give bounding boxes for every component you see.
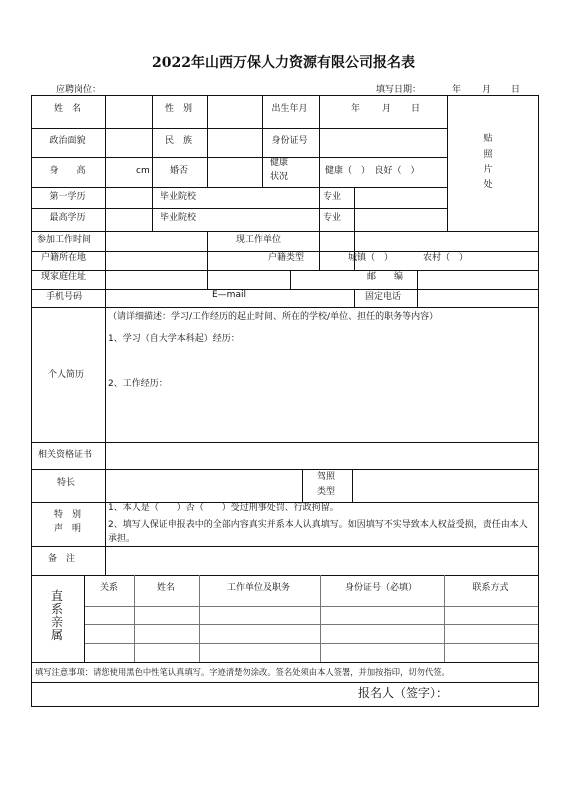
gender-label: 性 别 [164,104,192,114]
date-month: 月 [482,85,492,95]
id-card-label: 身份证号 [271,136,308,146]
grid-line [32,682,538,683]
grid-line [32,307,538,308]
work-start-label: 参加工作时间 [37,235,92,245]
family-header-name: 姓名 [156,583,175,593]
grid-line [354,187,355,231]
grid-line [32,575,538,576]
name-label: 姓 名 [53,104,81,114]
grid-line [84,606,538,607]
grid-line [32,187,447,188]
license-label-1: 驾照 [316,472,335,482]
resume-work: 2、工作经历： [108,379,168,389]
declare-label-1: 特 别 [53,510,81,520]
health-label-1: 健康 [269,158,288,168]
declare-label-2: 声 明 [53,524,81,534]
family-char-2: 系 [50,602,63,616]
photo-char-2: 照 [483,150,493,160]
height-label: 身 高 [49,166,86,176]
family-char-3: 亲 [50,615,63,629]
grid-line [32,546,538,547]
mobile-label: 手机号码 [46,292,83,302]
notice-text: 填写注意事项：请您使用黑色中性笔认真填写。字迹清楚勿涂改。签名处须由本人签署，并加按指印，切勿代签。 [35,667,450,677]
date-label: 填写日期： [376,85,422,95]
hukou-type-label: 户籍类型 [268,253,305,263]
resume-hint: （请详细描述：学习/工作经历的起止时间、所在的学校/单位、担任的职务等内容） [108,312,439,322]
grid-line [32,251,538,252]
grid-line [32,157,447,158]
grid-line [32,128,447,129]
grid-line [32,469,538,470]
hukou-rural: 农村（ ） [423,253,469,263]
specialty-label: 特长 [57,478,76,488]
resume-study: 1、学习（自大学本科起）经历： [108,334,240,344]
grid-line [32,231,538,232]
grid-line [105,307,106,575]
declare-text-2: 2、填写人保证申报表中的全部内容真实并系本人认真填写。如因填写不实导致本人权益受损，责任由本人承担。 [108,520,528,544]
date-day: 日 [511,85,521,95]
grid-line [319,96,320,231]
grid-line [105,96,106,307]
school-1-label: 毕业院校 [160,192,197,202]
birth-month: 月 [382,104,392,114]
major-1-label: 专业 [323,192,342,202]
form-title: 2022年山西万保人力资源有限公司报名表 [152,55,415,71]
grid-line [207,231,208,289]
photo-char-4: 处 [483,180,493,190]
grid-line [290,270,291,289]
date-year: 年 [452,85,462,95]
declare-text-1: 1、本人是（ ）否（ ）受过刑事处罚、行政拘留。 [108,503,339,513]
current-unit-label: 现工作单位 [236,235,282,245]
signature-label: 报名人（签字）： [358,686,449,700]
postcode-label: 邮 编 [367,272,404,282]
photo-char-1: 贴 [483,134,493,144]
remarks-label: 备 注 [48,554,76,564]
grid-line [32,662,538,663]
grid-line [354,289,355,307]
grid-line [319,231,320,270]
health-options: 健康（ ） 良好（ ） [325,166,420,176]
email-label: E—mail [212,290,246,300]
major-2-label: 专业 [323,213,342,223]
ethnicity-label: 民 族 [164,136,192,146]
grid-line [152,96,153,231]
grid-line [207,96,208,187]
resume-label: 个人简历 [48,370,85,380]
grid-line [352,469,353,502]
certificates-label: 相关资格证书 [38,450,93,460]
school-2-label: 毕业院校 [160,213,197,223]
family-header-unit: 工作单位及职务 [226,583,290,593]
family-header-contact: 联系方式 [472,583,509,593]
hukou-urban: 城镇（ ） [348,253,394,263]
height-unit: cm [136,166,150,176]
registration-form-table [31,95,539,707]
license-label-2: 类型 [316,487,335,497]
grid-line [417,270,418,307]
photo-char-3: 片 [483,165,493,175]
birth-day: 日 [411,104,421,114]
grid-line [32,289,538,290]
grid-line [84,643,538,644]
edu-first-label: 第一学历 [49,192,86,202]
family-char-1: 直 [50,589,63,603]
grid-line [354,231,355,270]
address-label: 现家庭住址 [41,272,87,282]
grid-line [32,270,538,271]
birth-label: 出生年月 [271,104,308,114]
family-header-relation: 关系 [99,583,118,593]
politics-label: 政治面貌 [49,136,86,146]
grid-line [447,96,448,231]
edu-highest-label: 最高学历 [49,213,86,223]
landline-label: 固定电话 [365,292,402,302]
birth-year: 年 [351,104,361,114]
family-char-4: 属 [50,628,63,642]
marital-label: 婚否 [170,166,189,176]
hukou-place-label: 户籍所在地 [41,253,87,263]
family-header-id: 身份证号（必填） [344,583,417,593]
grid-line [32,442,538,443]
grid-line [84,624,538,625]
health-label-2: 状况 [269,172,288,182]
position-label: 应聘岗位： [56,85,102,95]
grid-line [32,208,447,209]
